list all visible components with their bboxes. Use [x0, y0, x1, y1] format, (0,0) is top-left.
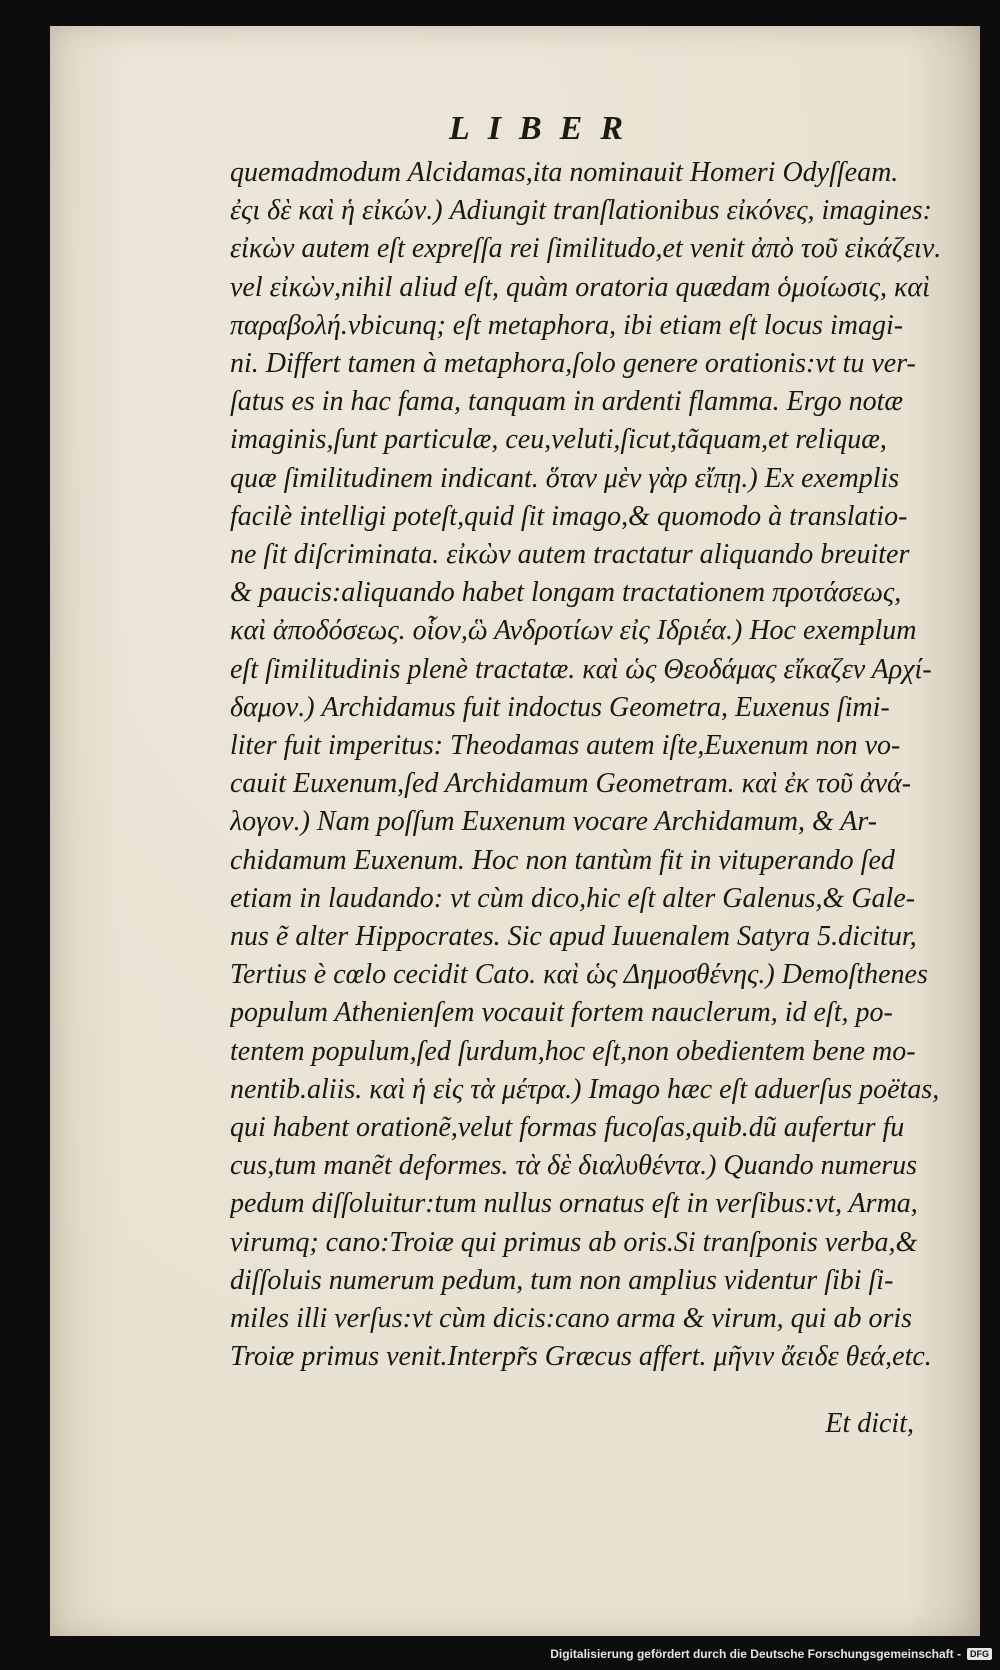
text-line: imaginis,ſunt particulæ, ceu,veluti,ſicut,tãquam,et reliquæ,: [230, 424, 887, 456]
text-line: & paucis:aliquando habet longam tractationem προτάσεως,: [230, 577, 902, 609]
text-line: populum Athenienſem vocauit fortem nauclerum, id eſt, po-: [230, 997, 893, 1029]
dfg-logo: DFG: [967, 1648, 992, 1660]
text-line: λογον.) Nam poſſum Euxenum vocare Archidamum, & Ar-: [230, 806, 878, 838]
text-line: nentib.aliis. καὶ ἡ εἰς τὰ μέτρα.) Imago hæc eſt aduerſus poëtas,: [230, 1073, 940, 1105]
text-line: liter fuit imperitus: Theodamas autem iſte,Euxenum non vo-: [230, 730, 901, 762]
catchword: Et dicit,: [825, 1408, 914, 1439]
text-line: Troiæ primus venit.Interpr̃s Græcus affert. μῆνιν ἄειδε θεά,etc.: [230, 1341, 932, 1373]
text-line: pedum diſſoluitur:tum nullus ornatus eſt in verſibus:vt, Arma,: [230, 1188, 918, 1220]
text-line: εἰκὼν autem eſt expreſſa rei ſimilitudo,et venit ἀπὸ τοῦ εἰκάζειν.: [230, 233, 942, 265]
text-line: ne ſit diſcriminata. εἰκὼν autem tractatur aliquando breuiter: [230, 539, 910, 571]
text-line: Tertius è cœlo cecidit Cato. καὶ ὡς Δημοσθένης.) Demoſthenes: [230, 959, 928, 991]
text-line: chidamum Euxenum. Hoc non tantùm fit in vituperando ſed: [230, 844, 895, 876]
text-line: καὶ ἀποδόσεως. οἷον,ὣ Ανδροτίων εἰς Ιδριέα.) Hoc exemplum: [230, 615, 917, 647]
book-page: [50, 26, 980, 1636]
text-line: etiam in laudando: vt cùm dico,hic eſt alter Galenus,& Gale-: [230, 882, 916, 914]
text-line: ἐςι δὲ καὶ ἡ εἰκών.) Adiungit tranſlationibus εἰκόνες, imagines:: [230, 195, 932, 227]
text-line: παραβολή.vbicunq; eſt metaphora, ibi etiam eſt locus imagi-: [230, 309, 904, 341]
digitization-credit: [550, 1642, 992, 1666]
text-line: diſſoluis numerum pedum, tum non amplius videntur ſibi ſi-: [230, 1264, 894, 1296]
text-line: qui habent orationẽ,velut formas fucoſas,quib.dũ aufertur fu: [230, 1112, 905, 1144]
text-line: nus ẽ alter Hippocrates. Sic apud Iuuenalem Satyra 5.dicitur,: [230, 921, 917, 953]
credit-text: Digitalisierung gefördert durch die Deutsche Forschungsgemeinschaft -: [550, 1647, 961, 1661]
text-line: quemadmodum Alcidamas,ita nominauit Homeri Odyſſeam.: [230, 157, 899, 188]
text-line: cauit Euxenum,ſed Archidamum Geometram. καὶ ἐκ τοῦ ἀνά-: [230, 768, 912, 800]
page-text: [230, 154, 970, 1377]
text-line: virumq; cano:Troiæ qui primus ab oris.Si tranſponis verba,&: [230, 1226, 918, 1258]
text-line: quæ ſimilitudinem indicant. ὅταν μὲν γὰρ εἴπῃ.) Ex exemplis: [230, 462, 900, 494]
running-head: LIBER: [448, 110, 642, 147]
text-line: cus,tum manẽt deformes. τὰ δὲ διαλυθέντα.) Quando numerus: [230, 1150, 918, 1182]
text-line: δαμον.) Archidamus fuit indoctus Geometra, Euxenus ſimi-: [230, 691, 890, 723]
text-line: facilè intelligi poteſt,quid ſit imago,& quomodo à translatio-: [230, 500, 908, 532]
text-line: ni. Differt tamen à metaphora,ſolo genere orationis:vt tu ver-: [230, 348, 916, 380]
text-line: miles illi verſus:vt cùm dicis:cano arma & virum, qui ab oris: [230, 1303, 913, 1335]
text-line: eſt ſimilitudinis plenè tractatæ. καὶ ὡς Θεοδάμας εἴκαζεν Αρχί-: [230, 653, 932, 685]
text-line: ſatus es in hac fama, tanquam in ardenti flamma. Ergo notæ: [230, 386, 904, 418]
text-line: tentem populum,ſed ſurdum,hoc eſt,non obedientem bene mo-: [230, 1035, 916, 1067]
text-line: vel εἰκὼν,nihil aliud eſt, quàm oratoria quædam ὁμοίωσις, καὶ: [230, 271, 930, 303]
